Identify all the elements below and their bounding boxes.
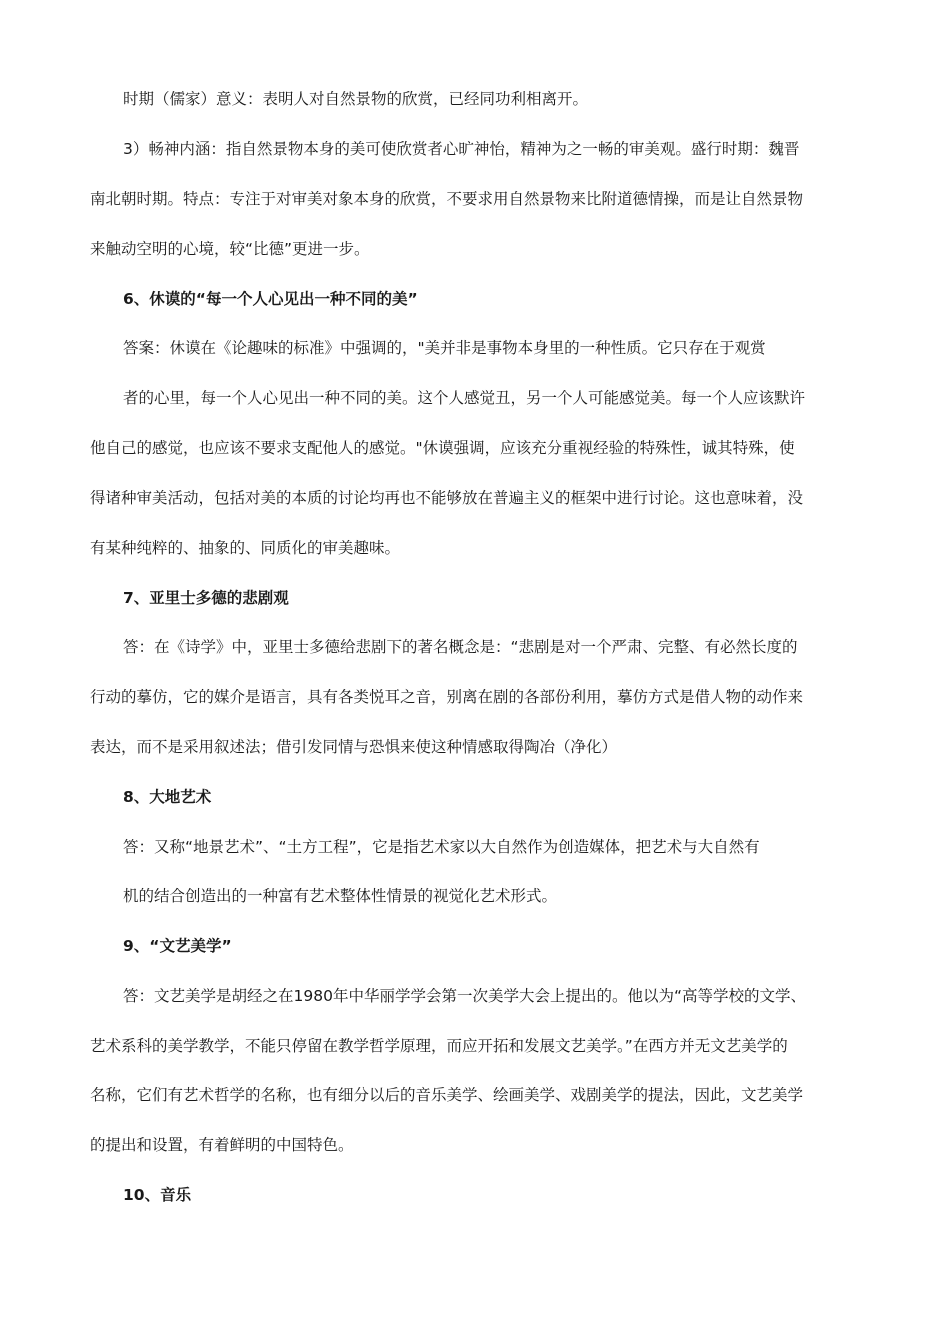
paragraph-line: 3）畅神内涵：指自然景物本身的美可使欣赏者心旷神怡，精神为之一畅的审美观。盛行时期：魏晋 bbox=[123, 140, 800, 158]
paragraph-line: 名称，它们有艺术哲学的名称，也有细分以后的音乐美学、绘画美学、戏剧美学的提法，因此，文艺美学 bbox=[90, 1086, 804, 1104]
paragraph-line: 行动的摹仿，它的媒介是语言，具有各类悦耳之音，别离在剧的各部份利用，摹仿方式是借人物的动作来 bbox=[90, 688, 804, 706]
paragraph-line: 机的结合创造出的一种富有艺术整体性情景的视觉化艺术形式。 bbox=[123, 887, 558, 905]
section-heading: 10、音乐 bbox=[123, 1186, 192, 1204]
paragraph-line: 得诸种审美活动，包括对美的本质的讨论均再也不能够放在普遍主义的框架中进行讨论。这也意味着，没 bbox=[90, 489, 804, 507]
section-heading: 9、“文艺美学” bbox=[123, 937, 232, 955]
paragraph-line: 答：文艺美学是胡经之在1980年中华丽学学会第一次美学大会上提出的。他以为“高等学校的文学、 bbox=[123, 987, 806, 1005]
paragraph-line: 有某种纯粹的、抽象的、同质化的审美趣味。 bbox=[90, 539, 401, 557]
paragraph-line: 南北朝时期。特点：专注于对审美对象本身的欣赏，不要求用自然景物来比附道德情操，而是让自然景物 bbox=[90, 190, 804, 208]
paragraph-line: 他自己的感觉，也应该不要求支配他人的感觉。"休谟强调，应该充分重视经验的特殊性，诚其特殊，使 bbox=[90, 439, 795, 457]
paragraph-line: 的提出和设置，有着鲜明的中国特色。 bbox=[90, 1136, 354, 1154]
section-heading: 8、大地艺术 bbox=[123, 788, 212, 806]
paragraph-line: 答案：休谟在《论趣味的标准》中强调的，"美并非是事物本身里的一种性质。它只存在于观赏 bbox=[123, 339, 766, 357]
paragraph-line: 者的心里，每一个人心见出一种不同的美。这个人感觉丑，另一个人可能感觉美。每一个人应该默许 bbox=[123, 389, 806, 407]
paragraph-line: 艺术系科的美学教学，不能只停留在教学哲学原理，而应开拓和发展文艺美学。”在西方并无文艺美学的 bbox=[90, 1037, 788, 1055]
paragraph-line: 答：在《诗学》中，亚里士多德给悲剧下的著名概念是：“悲剧是对一个严肃、完整、有必然长度的 bbox=[123, 638, 798, 656]
section-heading: 7、亚里士多德的悲剧观 bbox=[123, 589, 289, 607]
paragraph-line: 时期（儒家）意义：表明人对自然景物的欣赏，已经同功利相离开。 bbox=[123, 90, 589, 108]
paragraph-line: 答：又称“地景艺术”、“土方工程”，它是指艺术家以大自然作为创造媒体，把艺术与大自然有 bbox=[123, 838, 760, 856]
section-heading: 6、休谟的“每一个人心见出一种不同的美” bbox=[123, 290, 418, 308]
paragraph-line: 表达，而不是采用叙述法；借引发同情与恐惧来使这种情感取得陶冶（净化） bbox=[90, 738, 618, 756]
paragraph-line: 来触动空明的心境，较“比德”更进一步。 bbox=[90, 240, 370, 258]
